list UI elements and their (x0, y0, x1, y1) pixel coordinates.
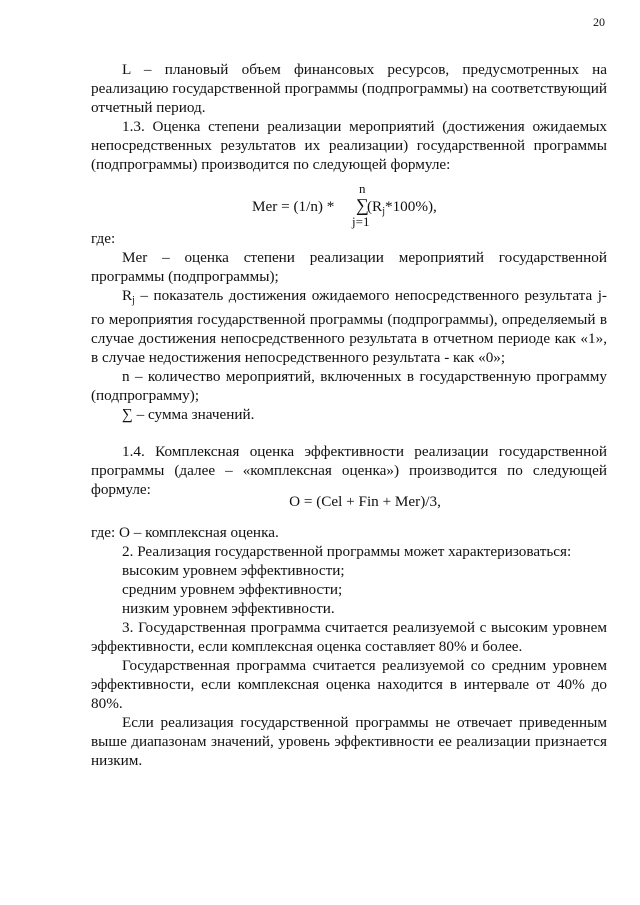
paragraph-2: 2. Реализация государственной программы может характеризоваться: (122, 543, 572, 560)
formula-mer (252, 181, 472, 231)
formula-mer-sum-upper: n (359, 181, 366, 196)
where-label: где: (91, 230, 116, 247)
formula-mer-sum-lower: j=1 (352, 214, 370, 229)
levels-section (91, 523, 607, 770)
paragraph-rj-definition (91, 286, 607, 367)
level-medium: средним уровнем эффективности; (122, 581, 343, 598)
formula-mer-body-open: (R (367, 198, 383, 215)
paragraph-1-4: 1.4. Комплексная оценка эффективности реализации государственной программы (далее – «комплексная оценка») производится по следующей формуле: (91, 443, 607, 498)
level-high: высоким уровнем эффективности; (122, 562, 345, 579)
formula-mer-sum-body (367, 198, 437, 217)
formula-mer-body-sub: j (382, 206, 385, 217)
paragraph-medium-level: Государственная программа считается реализуемой со средним уровнем эффективности, если комплексная оценка находится в интервале от 40% до 80%. (91, 657, 607, 712)
intro-section (91, 60, 607, 174)
formula-mer-body-rest: *100%), (384, 198, 437, 215)
paragraph-mer-definition: Mer – оценка степени реализации мероприятий государственной программы (подпрограммы); (91, 249, 607, 285)
definitions-section (91, 229, 607, 499)
formula-complex: O = (Cel + Fin + Mer)/3, (289, 493, 441, 510)
rj-subscript: j (132, 295, 135, 306)
rj-text: – показатель достижения ожидаемого непосредственного результата j-го мероприятия государственной программы (подпрограммы), определяемый в случае достижения непосредственного результата в отчетном периоде как «1», в случае недостижения непосредственного результата - как «0»; (91, 287, 607, 366)
paragraph-1-3: 1.3. Оценка степени реализации мероприятий (достижения ожидаемых непосредственных результатов их реализации) государственной программы (подпрограммы) производится по следующей формуле: (91, 118, 607, 173)
paragraph-l-definition: L – плановый объем финансовых ресурсов, предусмотренных на реализацию государственной программы (подпрограммы) на соответствующий отчетный период. (91, 61, 607, 116)
paragraph-n-definition: n – количество мероприятий, включенных в государственную программу (подпрограмму); (91, 368, 607, 404)
formula-mer-lhs: Mer = (1/n) * (252, 198, 335, 215)
paragraph-3: 3. Государственная программа считается реализуемой с высоким уровнем эффективности, если комплексная оценка составляет 80% и более. (91, 619, 607, 655)
rj-letter: R (122, 287, 133, 304)
paragraph-sum-definition: ∑ – сумма значений. (122, 406, 255, 423)
where-o-label: где: O – комплексная оценка. (91, 524, 279, 541)
page-number: 20 (593, 15, 605, 29)
formula-mer-sum-sign: ∑ (356, 195, 369, 215)
level-low: низким уровнем эффективности. (122, 600, 335, 617)
paragraph-low-level: Если реализация государственной программы не отвечает приведенным выше диапазонам значений, уровень эффективности ее реализации признается низким. (91, 714, 607, 769)
